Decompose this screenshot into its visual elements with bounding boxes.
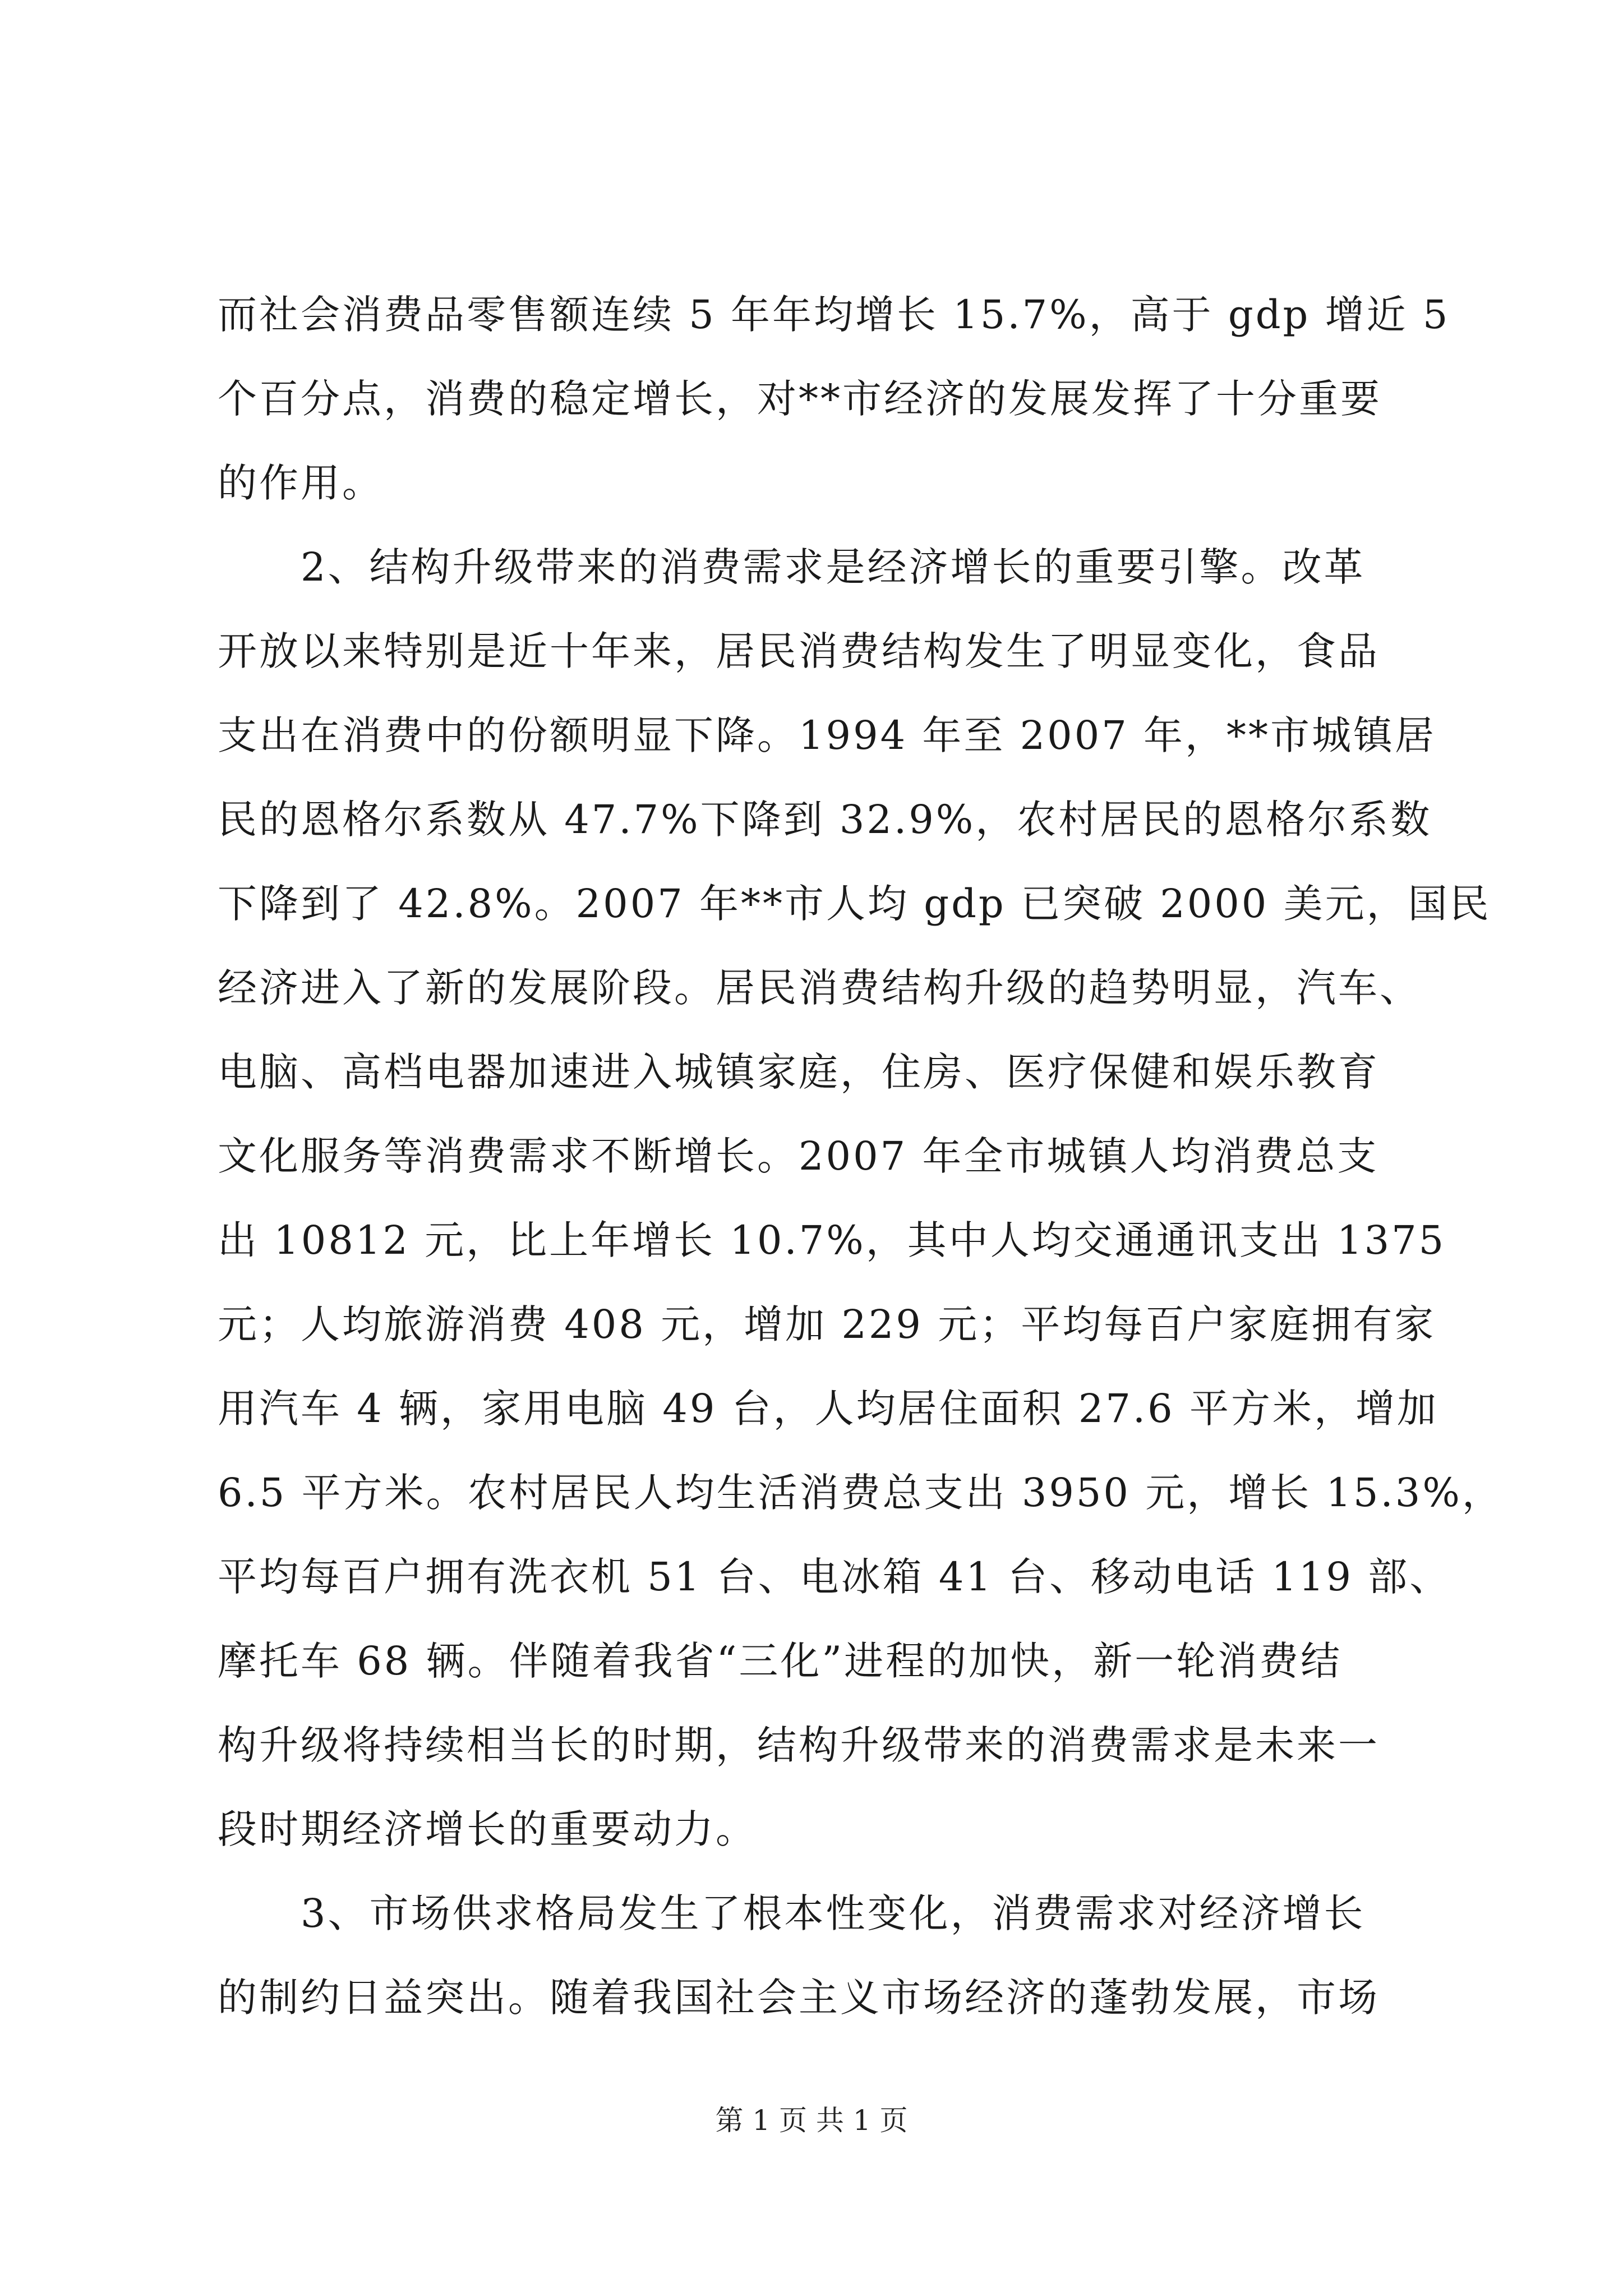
body-text-line: 用汽车 4 辆，家用电脑 49 台，人均居住面积 27.6 平方米，增加 <box>218 1386 1438 1432</box>
body-text-line: 的作用。 <box>218 460 384 506</box>
paragraph-3-heading-line: 3、市场供求格局发生了根本性变化，消费需求对经济增长 <box>301 1890 1366 1936</box>
body-text-line: 元；人均旅游消费 408 元，增加 229 元；平均每百户家庭拥有家 <box>218 1301 1436 1347</box>
body-text-line: 支出在消费中的份额明显下降。1994 年至 2007 年，**市城镇居 <box>218 712 1437 758</box>
body-text-line: 构升级将持续相当长的时期，结构升级带来的消费需求是未来一 <box>218 1722 1380 1768</box>
body-text-line: 电脑、高档电器加速进入城镇家庭，住房、医疗保健和娱乐教育 <box>218 1049 1380 1095</box>
body-text-line: 的制约日益突出。随着我国社会主义市场经济的蓬勃发展，市场 <box>218 1975 1380 2021</box>
body-text-line: 经济进入了新的发展阶段。居民消费结构升级的趋势明显，汽车、 <box>218 965 1421 1011</box>
body-text-line: 开放以来特别是近十年来，居民消费结构发生了明显变化，食品 <box>218 628 1380 674</box>
body-text-line: 而社会消费品零售额连续 5 年年均增长 15.7%，高于 gdp 增近 5 <box>218 292 1450 338</box>
body-text-line: 个百分点，消费的稳定增长，对**市经济的发展发挥了十分重要 <box>218 376 1382 422</box>
body-text-line: 平均每百户拥有洗衣机 51 台、电冰箱 41 台、移动电话 119 部、 <box>218 1554 1451 1600</box>
body-text-line: 民的恩格尔系数从 47.7%下降到 32.9%，农村居民的恩格尔系数 <box>218 797 1432 843</box>
body-text-line: 下降到了 42.8%。2007 年**市人均 gdp 已突破 2000 美元，国民 <box>218 881 1491 927</box>
paragraph-2-heading-line: 2、结构升级带来的消费需求是经济增长的重要引擎。改革 <box>301 544 1366 590</box>
body-text-line: 段时期经济增长的重要动力。 <box>218 1806 757 1852</box>
body-text-line: 文化服务等消费需求不断增长。2007 年全市城镇人均消费总支 <box>218 1133 1379 1179</box>
page-number-footer: 第 1 页 共 1 页 <box>715 2104 908 2137</box>
body-text-line: 出 10812 元，比上年增长 10.7%，其中人均交通通讯支出 1375 <box>218 1217 1446 1263</box>
body-text-line: 6.5 平方米。农村居民人均生活消费总支出 3950 元，增长 15.3%， <box>218 1470 1504 1516</box>
body-text-line: 摩托车 68 辆。伴随着我省“三化”进程的加快，新一轮消费结 <box>218 1638 1343 1684</box>
